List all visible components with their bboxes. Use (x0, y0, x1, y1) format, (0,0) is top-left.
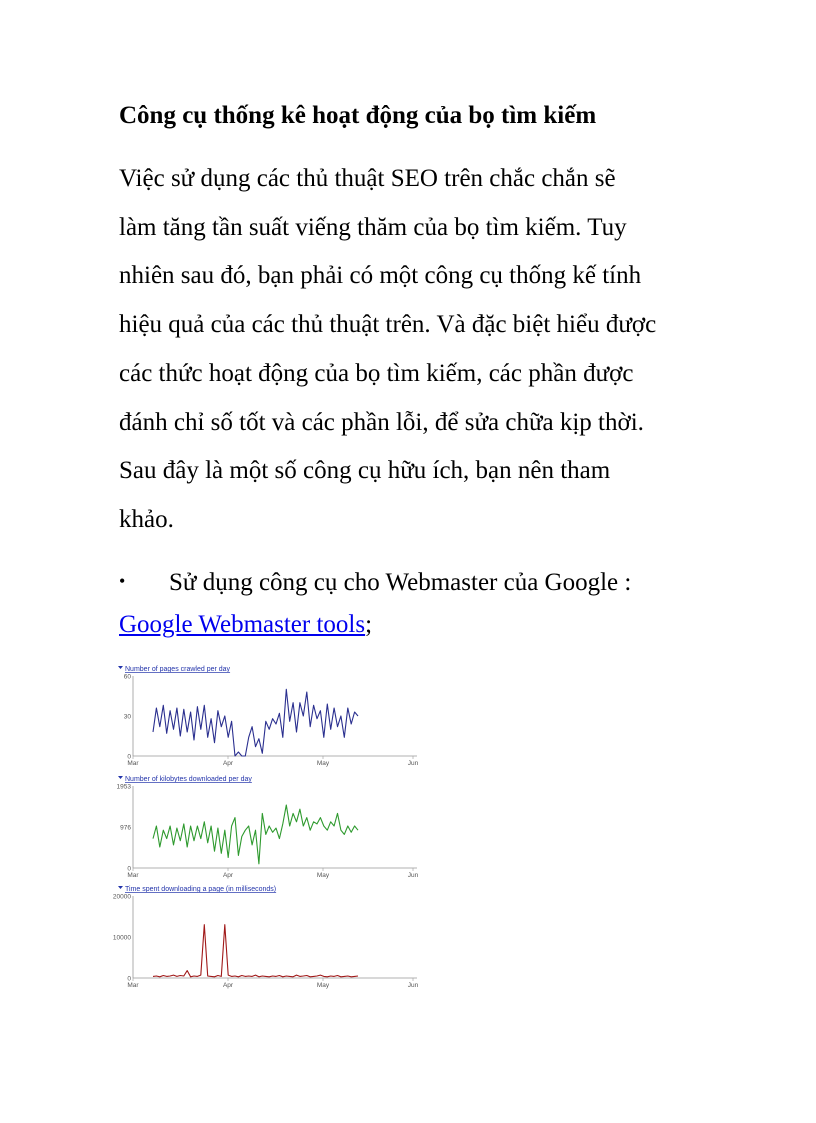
chart-title[interactable]: Number of kilobytes downloaded per day (125, 776, 252, 783)
collapse-triangle-icon[interactable] (118, 666, 123, 669)
intro-paragraph (119, 155, 719, 545)
y-tick-label: 0 (127, 865, 131, 873)
y-tick-label: 0 (127, 753, 131, 761)
y-tick-label: 60 (123, 673, 131, 681)
x-tick-label: Apr (222, 872, 234, 879)
x-tick-label: May (316, 872, 330, 879)
paragraph-line: Sau đây là một số công cụ hữu ích, bạn nên tham (119, 457, 611, 485)
x-tick-label: Mar (127, 872, 139, 879)
bullet-text: Sử dụng công cụ cho Webmaster của Google : (169, 569, 632, 596)
x-tick-label: Jun (407, 982, 419, 989)
paragraph-line: các thức hoạt động của bọ tìm kiếm, các phần được (119, 359, 634, 387)
bullet-item (119, 559, 631, 608)
section-heading: Công cụ thống kê hoạt động của bọ tìm kiếm (119, 102, 597, 129)
paragraph-line: đánh chỉ số tốt và các phần lỗi, để sửa chữa kịp thời. (119, 408, 644, 436)
series-line (153, 689, 358, 756)
y-tick-label: 976 (120, 824, 131, 832)
y-tick-label: 10000 (112, 934, 131, 942)
chart-title[interactable]: Number of pages crawled per day (125, 666, 231, 673)
paragraph-line: nhiên sau đó, bạn phải có một công cụ thống kế tính (119, 262, 642, 290)
collapse-triangle-icon[interactable] (118, 776, 123, 779)
chart-pages-crawled (117, 664, 422, 768)
google-webmaster-tools-link[interactable]: Google Webmaster tools (119, 611, 366, 638)
y-tick-label: 30 (123, 713, 131, 721)
paragraph-line: làm tăng tần suất viếng thăm của bọ tìm kiếm. Tuy (119, 213, 627, 241)
bullet-icon: • (119, 570, 126, 591)
x-tick-label: Apr (222, 982, 234, 989)
x-tick-label: Mar (127, 982, 139, 989)
link-line (119, 606, 372, 644)
chart-title[interactable]: Time spent downloading a page (in milliseconds) (125, 886, 277, 893)
chart-kilobytes-downloaded (117, 774, 422, 880)
x-tick-label: Apr (222, 760, 234, 767)
chart-download-time-svg (112, 884, 422, 990)
chart-kilobytes-downloaded-svg (117, 774, 422, 880)
paragraph-line: khảo. (119, 505, 174, 533)
x-tick-label: Mar (127, 760, 139, 767)
y-tick-label: 1953 (116, 783, 131, 791)
x-tick-label: Jun (407, 760, 419, 767)
chart-download-time (112, 884, 422, 990)
series-line (153, 925, 358, 977)
series-line (153, 805, 358, 864)
paragraph-line: hiệu quả của các thủ thuật trên. Và đặc biệt hiểu được (119, 311, 657, 339)
y-tick-label: 0 (127, 975, 131, 983)
link-suffix: ; (365, 611, 373, 638)
x-tick-label: May (316, 760, 330, 767)
chart-pages-crawled-svg (117, 664, 422, 768)
x-tick-label: Jun (407, 872, 419, 879)
y-tick-label: 20000 (112, 893, 131, 901)
x-tick-label: May (316, 982, 330, 989)
paragraph-line: Việc sử dụng các thủ thuật SEO trên chắc chắn sẽ (119, 165, 616, 192)
collapse-triangle-icon[interactable] (118, 886, 123, 889)
